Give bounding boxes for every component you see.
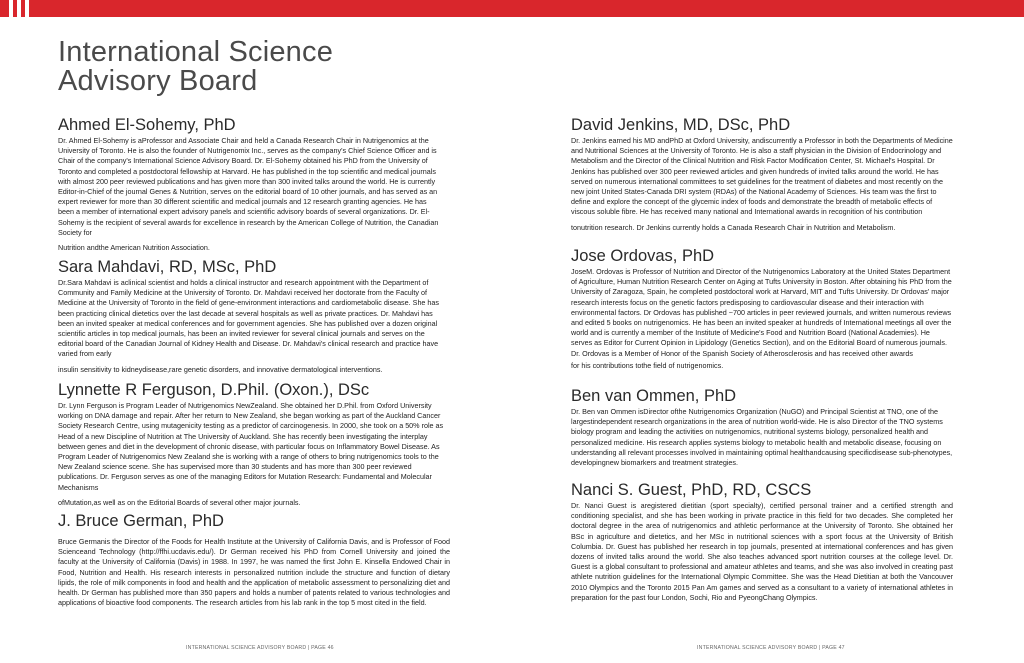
member-bio-tail: tonutrition research. Dr Jenkins currently holds a Canada Research Chair in Nutrition and Metabolism. bbox=[571, 222, 896, 232]
member-bio: Dr. Lynn Ferguson is Program Leader of Nutrigenomics NewZealand. She obtained her D.Phil. from Oxford University working on DNA damage and repair. After her return to New Zealand, she began working as part of the Auckland Cancer Society Research Centre, using mutagenicity testing as a predictor of carcinogenesis. In 2000, she took on a 50% role as Head of a new Discipline of Nutrition at The University of Auckland. She has recently been investigating the interplay between genes and diet in the development of chronic disease, with particular focus on Inflammatory Bowel Disease. As Program Leader of Nutrigenomics New Zealand she is working with a range of others to bring nutrigenomics tools to the New Zealand science scene. She has supervised more than 30 students and has more than 300 peer reviewed publications. Dr. Ferguson serves as one of the managing Editors for Mutation Research: Fundamental and Molecular Mechanisms bbox=[58, 401, 444, 492]
member-name: Ahmed El-Sohemy, PhD bbox=[58, 116, 236, 134]
board-member-entry bbox=[571, 247, 953, 371]
member-bio: Dr. Nanci Guest is aregistered dietitian (sport specialty), certified personal trainer and a certified strength and conditioning specialist, and she has been working in private practice in this field for two decades. She completed her doctoral degree in the area of nutrigenomics and athletic performance at the University of Toronto. She obtained her BSc in agriculture and dietetics, and her MSc in nutritional sciences with a sport focus at the University of British Columbia. Dr. Guest has published her research in top journals, presented at international conferences and has given dozens of invited talks around the world. She also teaches advanced sport nutrition courses at the college level. Dr. Guest is a global consultant to professional and amateur athletes and teams, and she was also involved in creating past athlete nutrition guidelines for the International Olympic Committee. She was the Head Dietitian at both the Vancouver 2010 Olympics and the Toronto 2015 Pan Am games and served as a consultant to a variety of international athletes in preparation for the past four London, Sochi, Rio and PyeongChang Olympics. bbox=[571, 501, 953, 602]
page-title-line: Advisory Board bbox=[58, 65, 258, 97]
page-footer: INTERNATIONAL SCIENCE ADVISORY BOARD | PAGE 47 bbox=[697, 645, 845, 651]
board-member-entry bbox=[571, 387, 953, 468]
member-bio-tail: for his contributions tothe field of nutrigenomics. bbox=[571, 360, 724, 370]
bar-notch bbox=[25, 0, 29, 17]
board-member-entry bbox=[58, 381, 444, 508]
board-member-entry bbox=[58, 512, 450, 608]
page-footer: INTERNATIONAL SCIENCE ADVISORY BOARD | PAGE 46 bbox=[186, 645, 334, 651]
board-member-entry bbox=[58, 258, 444, 375]
member-bio-tail: Nutrition andthe American Nutrition Association. bbox=[58, 243, 210, 253]
member-name: J. Bruce German, PhD bbox=[58, 512, 224, 530]
member-name: Nanci S. Guest, PhD, RD, CSCS bbox=[571, 481, 812, 499]
member-bio: Dr.Sara Mahdavi is aclinical scientist and holds a clinical instructor and research appointment with the Department of Community and Family Medicine at the University of Toronto. Dr. Mahdavi received her doctorate from the Faculty of Medicine at the University of Toronto in the field of gene-environment interactions and cardiometabolic disease. She has been practicing clinical dietetics over the last decade at several hospitals as well as private practices. Dr. Mahdavi has been an invited speaker at medical conferences and for government agencies. She has published over a dozen original scientific articles in top medical journals, has been an invited reviewer for several clinical journals and serves on the editorial board of the Canadian Journal of Kidney Health and Disease. Dr. Mahdavi's clinical research and practice have varied from early bbox=[58, 278, 440, 359]
member-name: Jose Ordovas, PhD bbox=[571, 247, 715, 265]
bar-notch bbox=[17, 0, 21, 17]
member-name: Sara Mahdavi, RD, MSc, PhD bbox=[58, 258, 277, 276]
page-title-line: International Science bbox=[58, 36, 334, 68]
member-name: David Jenkins, MD, DSc, PhD bbox=[571, 116, 791, 134]
member-bio: Bruce Germanis the Director of the Foods for Health Institute at the University of California Davis, and is Professor of Food Scienceand Technology (http://ffhi.ucdavis.edu/). Dr German received his PhD from Cornell University and joined the faculty at the University of California (Davis) in 1988. In 1997, he was named the first John E. Kinsella Endowed Chair in Food, Nutrition and Health. His research interests in personalized nutrition include the structure and function of dietary lipids, the role of milk components in food and health and the application of metabolic assessment to personalizing diet and health. Dr German has published more than 350 papers and holds a number of patents related to various technologies and applications of bioactive food components. The research articles from his lab rank in the top 5 most cited in the field. bbox=[58, 537, 450, 608]
member-bio-tail: insulin sensitivity to kidneydisease,rare genetic disorders, and innovative dermatological interventions. bbox=[58, 364, 383, 374]
member-bio-tail: ofMutation,as well as on the Editorial Boards of several other major journals. bbox=[58, 497, 301, 507]
member-name: Lynnette R Ferguson, D.Phil. (Oxon.), DSc bbox=[58, 381, 370, 399]
member-bio: JoseM. Ordovas is Professor of Nutrition and Director of the Nutrigenomics Laboratory at the United States Department of Agriculture, Human Nutrition Research Center on Aging at Tufts University in Boston. After obtaining his PhD from the University of Zaragoza, Spain, he completed postdoctoral work at Harvard, MIT and Tufts University. Dr Ordovas' major research interests focus on the genetic factors predisposing to cardiovascular disease and their interaction with environmental factors. Dr Ordovas has published ~700 articles in peer reviewed journals, and written numerous reviews and edited 5 books on nutrigenomics. He has been an invited speaker at hundreds of International meetings all over the world and is currently a member of the Institute of Medicine's Food and Nutrition Board (National Academies). He serves as Editor for Current Opinion in Lipidology (Genetics Section), and on the Editorial Board of numerous journals. Dr. Ordovas is a Member of Honor of the Spanish Society of Atherosclerosis and has received other awards bbox=[571, 267, 952, 358]
board-member-entry bbox=[58, 116, 444, 253]
member-bio: Dr. Ahmed El-Sohemy is aProfessor and Associate Chair and held a Canada Research Chair in Nutrigenomics at the University of Toronto. He is also the founder of Nutrigenomix Inc., serves as the company's Chief Science Officer and is Chair of the company's International Science Advisory Board. Dr. El-Sohemy obtained his PhD from the University of Toronto and completed a postdoctoral fellowship at Harvard. He has published in the top scientific and medical journals with almost 200 peer reviewed publications and has given more than 300 invited talks around the world. He is currently Editor-in-Chief of the journal Genes & Nutrition, serves on the editorial board of 10 other journals, and has served as an expert reviewer for more than 30 different scientific and medical journals and 12 research granting agencies. He has been a member of international expert advisory panels and scientific advisory boards of several organizations. Dr. El-Sohemy is the recipient of several awards for excellence in research by the American College of Nutrition, the Canadian Society for bbox=[58, 136, 439, 237]
member-bio: Dr. Jenkins earned his MD andPhD at Oxford University, andiscurrently a Professor in both the Departments of Medicine and Nutritional Sciences at the University of Toronto. He is also a staff physician in the Division of Endocrinology and Metabolism and the Director of the Clinical Nutrition and Risk Factor Modification Center, St. Michael's Hospital. Dr Jenkins has published over 300 peer reviewed articles and given hundreds of invited talks around the world. He has served on numerous international committees to set guidelines for the treatment of diabetes and most recently on the new joint United States-Canada DRI system (RDAs) of the National Academy of Sciences. His team was the first to define and explore the concept of the glycemic index of foods and demonstrate the breadth of metabolic effects of viscous soluble fibre. He has received many national and International awards in recognition of his contribution bbox=[571, 136, 953, 217]
page-title bbox=[58, 38, 333, 96]
board-member-entry bbox=[571, 481, 953, 603]
bar-notch bbox=[9, 0, 13, 17]
member-name: Ben van Ommen, PhD bbox=[571, 387, 737, 405]
board-member-entry bbox=[571, 116, 953, 233]
top-accent-bar bbox=[0, 0, 1024, 17]
member-bio: Dr. Ben van Ommen isDirector ofthe Nutrigenomics Organization (NuGO) and Principal Scientist at TNO, one of the largestindependent research organizations in the area of nutrition world-wide. He is also Director of the TNO systems biology program and leading the activities on nutrigenomics, nutritional systems biology, personalized health and personalized medicine. His research applies systems biology to metabolic health and metabolic disease, focusing on understanding all relevant processes involved in maintaining optimal healthandcausing specificdisease sub-phenotypes, developingnew biomarkers and treatment strategies. bbox=[571, 407, 953, 468]
